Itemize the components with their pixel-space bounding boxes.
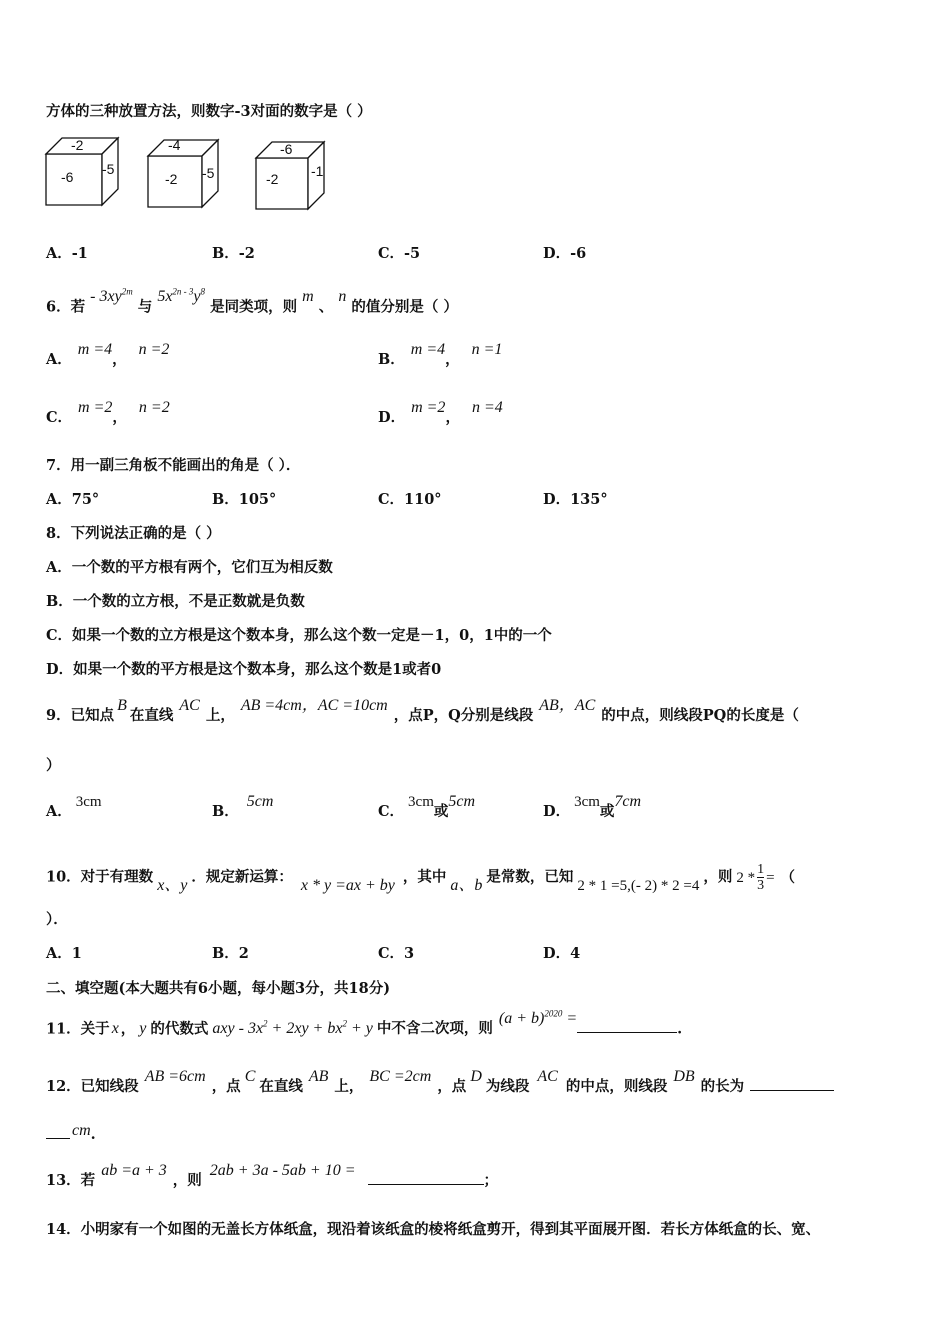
q12-answer-blank-tail[interactable] bbox=[46, 1124, 70, 1139]
cube-1-front: -6 bbox=[61, 169, 74, 185]
cube-3-top: -6 bbox=[280, 141, 293, 157]
cube-2-front: -2 bbox=[165, 171, 178, 187]
cube-1 bbox=[42, 132, 122, 210]
cube-2-side: -5 bbox=[202, 165, 215, 181]
q12-stem: 12．已知线段AB =6cm，点C在直线AB上，BC =2cm，点D为线段AC的中点，则线段DB的长为 bbox=[46, 1076, 834, 1097]
q5-option-c: C．-5 bbox=[378, 245, 421, 262]
q10-option-a: A．1 bbox=[46, 945, 82, 962]
q10-stem: 10．对于有理数 x、y ．规定新运算： x * y =ax + by ，其中 a、b 是常数，已知 2 * 1 =5,(- 2) * 2 =4 ，则 2 * $\frac{1}{3}$ = （ bbox=[46, 862, 796, 894]
q8-option-a: A．一个数的平方根有两个，它们互为相反数 bbox=[46, 559, 333, 576]
cube-3-side: -1 bbox=[311, 163, 324, 179]
q11-ask: $(a + b)^{2020}$ = bbox=[498, 1009, 578, 1028]
q7-stem: 7．用一副三角板不能画出的角是（ ）． bbox=[46, 457, 301, 474]
cube-3 bbox=[252, 136, 332, 214]
section-2-heading: 二、填空题(本大题共有6小题，每小题3分，共18分) bbox=[46, 980, 391, 997]
q9-option-b: B．5cm bbox=[212, 793, 274, 820]
q7-option-b: B．105° bbox=[212, 491, 277, 508]
q9-stem: 9．已知点B在直线AC上，AB =4cm，AC =10cm，点P，Q分别是线段AB，AC的中点，则线段PQ的长度是（ bbox=[46, 697, 799, 724]
q10-fraction: $\frac{1}{3}$ bbox=[757, 862, 765, 893]
q12-answer-blank[interactable] bbox=[750, 1076, 834, 1091]
cube-2-top: -4 bbox=[168, 137, 181, 153]
q6-term1: - $3xy^{2m}$ bbox=[90, 287, 133, 306]
q10-option-b: B．2 bbox=[212, 945, 249, 962]
cube-3-front: -2 bbox=[266, 171, 279, 187]
q8-option-c: C．如果一个数的立方根是这个数本身，那么这个数一定是－1，0，1中的一个 bbox=[46, 627, 552, 644]
q6-stem: 6．若 - $3xy^{2m}$ 与 $5x^{2n - 3}y^8$ 是同类项，则 m 、 n 的值分别是（ ） bbox=[46, 287, 458, 316]
q14-stem: 14．小明家有一个如图的无盖长方体纸盒，现沿着该纸盒的棱将纸盒剪开，得到其平面展开图．若长方体纸盒的长、宽、 bbox=[46, 1221, 821, 1238]
q12-unit-line: cm. bbox=[46, 1124, 96, 1145]
q10-close: ）． bbox=[46, 911, 68, 928]
q9-option-c: C．3cm或5cm bbox=[378, 793, 476, 820]
q5-stem: 方体的三种放置方法，则数字-3对面的数字是（ ） bbox=[46, 103, 372, 120]
q13-stem: 13．若ab =a + 3，则2ab + 3a - 5ab + 10 =； bbox=[46, 1162, 498, 1189]
q5-option-d: D．-6 bbox=[543, 245, 587, 262]
q11-expression: axy - $3x^2 + 2xy + bx^2 + y$ bbox=[212, 1019, 373, 1038]
q6-option-c: C．m =2，n =2 bbox=[46, 399, 170, 426]
q10-option-c: C．3 bbox=[378, 945, 415, 962]
q7-option-a: A．75° bbox=[46, 491, 100, 508]
q9-option-d: D．3cm或7cm bbox=[543, 793, 642, 820]
q5-option-b: B．-2 bbox=[212, 245, 255, 262]
q8-stem: 8．下列说法正确的是（ ） bbox=[46, 525, 221, 542]
q6-option-b: B．m =4，n =1 bbox=[378, 341, 503, 368]
q8-option-d: D．如果一个数的平方根是这个数本身，那么这个数是1或者0 bbox=[46, 661, 442, 678]
q6-option-d: D．m =2，n =4 bbox=[378, 399, 503, 426]
cube-2 bbox=[144, 134, 224, 212]
q8-option-b: B．一个数的立方根，不是正数就是负数 bbox=[46, 593, 305, 610]
q9-close: ） bbox=[46, 757, 61, 774]
q7-option-c: C．110° bbox=[378, 491, 442, 508]
q6-option-a: A．m =4，n =2 bbox=[46, 341, 170, 368]
q5-option-a: A．-1 bbox=[46, 245, 88, 262]
q11-stem: 11．关于 x ， y 的代数式 axy - $3x^2 + 2xy + bx^2 + y$ 中不含二次项，则$(a + b)^{2020}$ =. bbox=[46, 1009, 683, 1038]
q9-option-a: A．3cm bbox=[46, 794, 102, 820]
q11-answer-blank[interactable] bbox=[577, 1018, 677, 1033]
cube-1-side: -5 bbox=[102, 161, 115, 177]
q10-option-d: D．4 bbox=[543, 945, 581, 962]
q6-term2: $5x^{2n - 3}y^8$ bbox=[157, 287, 206, 306]
q7-option-d: D．135° bbox=[543, 491, 608, 508]
q13-answer-blank[interactable] bbox=[368, 1170, 484, 1185]
cube-1-top: -2 bbox=[71, 137, 84, 153]
